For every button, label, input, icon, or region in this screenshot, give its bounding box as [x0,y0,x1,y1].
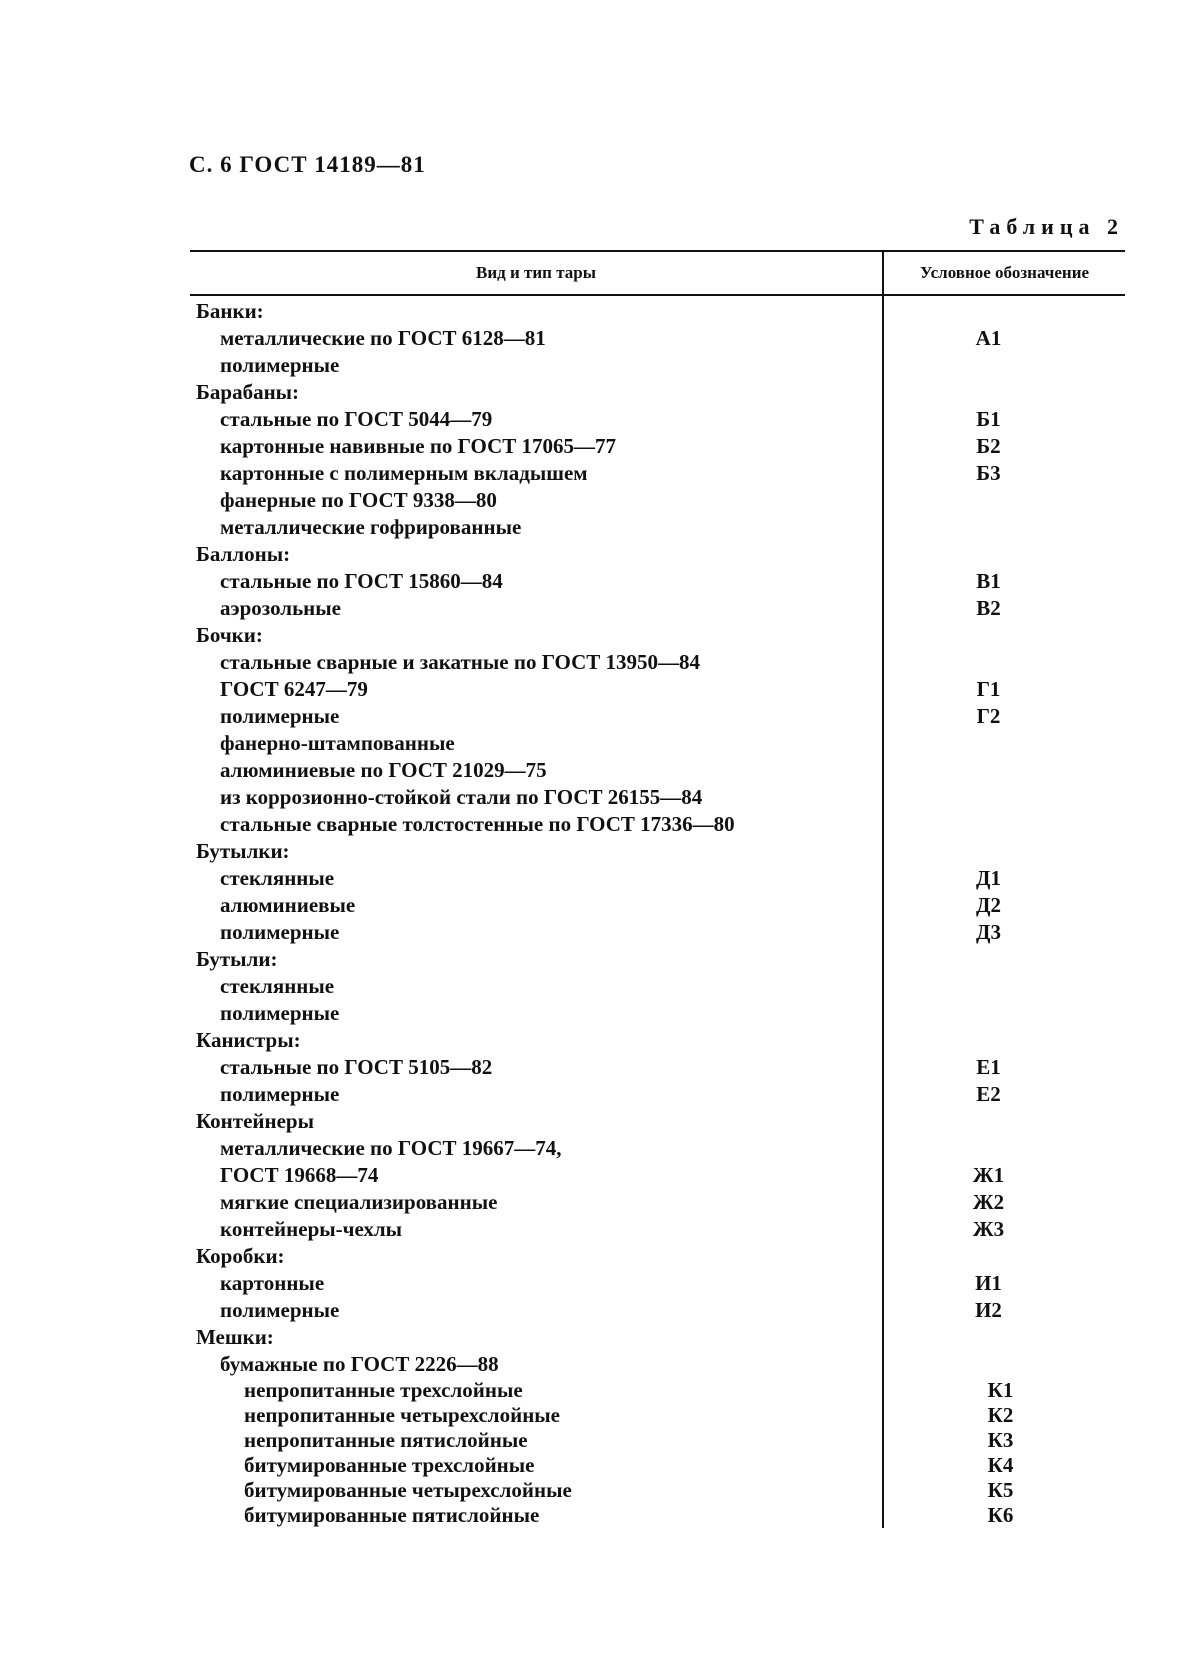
column-header-type: Вид и тип тары [190,252,884,294]
row-code: И2 [975,1298,1002,1322]
row-code: Б2 [976,434,1001,458]
row-code [912,352,1125,379]
row-name: битумированные пятислойные [244,1503,540,1527]
row-code [888,1324,1125,1351]
table-row [190,1189,1125,1216]
row-code: Г2 [976,704,1001,728]
row-name: Коробки: [196,1244,285,1268]
row-name: непропитанные трехслойные [244,1378,523,1402]
table-row [190,1351,1125,1378]
row-code: К1 [987,1378,1014,1402]
row-code: К3 [987,1428,1014,1452]
table-row [190,1135,1125,1162]
page-header: С. 6 ГОСТ 14189—81 [189,152,426,177]
row-name: стальные по ГОСТ 15860—84 [220,569,503,593]
row-name: стальные по ГОСТ 5044—79 [220,407,493,431]
column-header-code: Условное обозначение [919,263,1090,282]
row-code: Б3 [976,461,1001,485]
table-row [190,1324,1125,1351]
row-code [912,1000,1125,1027]
row-code: Д3 [976,920,1001,944]
row-code [912,487,1125,514]
row-code: К4 [987,1453,1014,1477]
row-name: стеклянные [220,974,335,998]
table-row [190,595,1125,622]
row-code [888,298,1125,325]
table-row [190,757,1125,784]
row-code: Е2 [976,1082,1001,1106]
row-name: алюминиевые по ГОСТ 21029—75 [220,758,547,782]
table-row [190,892,1125,919]
row-code [912,1351,1125,1378]
row-name: алюминиевые [220,893,356,917]
table-row [190,514,1125,541]
row-name: Баллоны: [196,542,291,566]
table-row [190,973,1125,1000]
row-name: непропитанные четырехслойные [244,1403,561,1427]
table-row [190,1297,1125,1324]
row-name: металлические по ГОСТ 19667—74, [220,1136,562,1160]
table-row [190,1000,1125,1027]
row-code: Г1 [976,677,1001,701]
row-code [912,730,1125,757]
row-name: полимерные [220,353,340,377]
table-row [190,838,1125,865]
table-row [190,1027,1125,1054]
row-code: К6 [987,1503,1014,1527]
table-row [190,865,1125,892]
table-row [190,1054,1125,1081]
row-name: Бутыли: [196,947,278,971]
table-row [190,406,1125,433]
table-row [190,352,1125,379]
row-code: Ж1 [972,1163,1005,1187]
row-code [888,541,1125,568]
container-type-table [190,250,1125,1528]
table-row [190,649,1125,676]
row-code [888,838,1125,865]
table-row [190,433,1125,460]
table-row [190,379,1125,406]
row-code: И1 [975,1271,1002,1295]
table-row [190,1108,1125,1135]
row-name: битумированные трехслойные [244,1453,535,1477]
table-row [190,1503,1125,1528]
table-row [190,811,1125,838]
row-name: ГОСТ 6247—79 [220,677,368,701]
row-code [912,757,1125,784]
row-name: полимерные [220,1298,340,1322]
table-row [190,1162,1125,1189]
row-name: полимерные [220,704,340,728]
table-label: Таблица 2 [969,214,1124,239]
row-name: полимерные [220,920,340,944]
row-name: Мешки: [196,1325,274,1349]
row-code: Д2 [976,893,1001,917]
row-name: полимерные [220,1001,340,1025]
row-code [888,622,1125,649]
row-code: В1 [976,569,1001,593]
row-code [888,379,1125,406]
table-row [190,1453,1125,1478]
row-name: стальные по ГОСТ 5105—82 [220,1055,493,1079]
table-row [190,1216,1125,1243]
table-row [190,1428,1125,1453]
table-row [190,730,1125,757]
row-name: фанерные по ГОСТ 9338—80 [220,488,497,512]
table-row [190,1478,1125,1503]
row-code: Ж2 [972,1190,1005,1214]
table-row [190,919,1125,946]
table-row [190,676,1125,703]
row-name: бумажные по ГОСТ 2226—88 [220,1352,499,1376]
row-code: К5 [987,1478,1014,1502]
row-code [888,1108,1125,1135]
row-name: контейнеры-чехлы [220,1217,403,1241]
row-name: картонные с полимерным вкладышем [220,461,588,485]
row-code [912,784,1125,811]
row-name: Бутылки: [196,839,290,863]
row-name: картонные навивные по ГОСТ 17065—77 [220,434,617,458]
row-code: К2 [987,1403,1014,1427]
row-code: Ж3 [972,1217,1005,1241]
row-code: Б1 [976,407,1001,431]
row-name: фанерно-штампованные [220,731,455,755]
row-name: ГОСТ 19668—74 [220,1163,379,1187]
table-header [190,250,1125,296]
row-name: Контейнеры [196,1109,315,1133]
table-row [190,460,1125,487]
row-name: аэрозольные [220,596,341,620]
row-code [888,1243,1125,1270]
row-name: Бочки: [196,623,263,647]
row-name: картонные [220,1271,325,1295]
row-name: стеклянные [220,866,335,890]
row-code [912,811,1125,838]
table-body [190,296,1125,1528]
table-row [190,784,1125,811]
row-name: стальные сварные и закатные по ГОСТ 13950—84 [220,650,701,674]
row-code [912,514,1125,541]
row-name: мягкие специализированные [220,1190,498,1214]
row-name: битумированные четырехслойные [244,1478,572,1502]
row-name: металлические по ГОСТ 6128—81 [220,326,546,350]
row-code [912,973,1125,1000]
row-code [888,946,1125,973]
table-row [190,487,1125,514]
row-name: стальные сварные толстостенные по ГОСТ 17336—80 [220,812,735,836]
row-code: Д1 [976,866,1001,890]
row-code: А1 [975,326,1002,350]
table-row [190,622,1125,649]
row-name: Банки: [196,299,264,323]
row-code [912,1135,1125,1162]
table-row [190,541,1125,568]
row-code: Е1 [976,1055,1001,1079]
row-name: из коррозионно-стойкой стали по ГОСТ 26155—84 [220,785,703,809]
table-row [190,1378,1125,1403]
table-row [190,1243,1125,1270]
row-name: непропитанные пятислойные [244,1428,528,1452]
row-code [912,649,1125,676]
row-name: полимерные [220,1082,340,1106]
row-name: металлические гофрированные [220,515,522,539]
table-row [190,298,1125,325]
table-row [190,1270,1125,1297]
table-row [190,1081,1125,1108]
row-code [888,1027,1125,1054]
table-row [190,325,1125,352]
row-code: В2 [976,596,1001,620]
row-name: Канистры: [196,1028,301,1052]
table-row [190,946,1125,973]
row-name: Барабаны: [196,380,300,404]
table-row [190,703,1125,730]
table-row [190,568,1125,595]
table-row [190,1403,1125,1428]
